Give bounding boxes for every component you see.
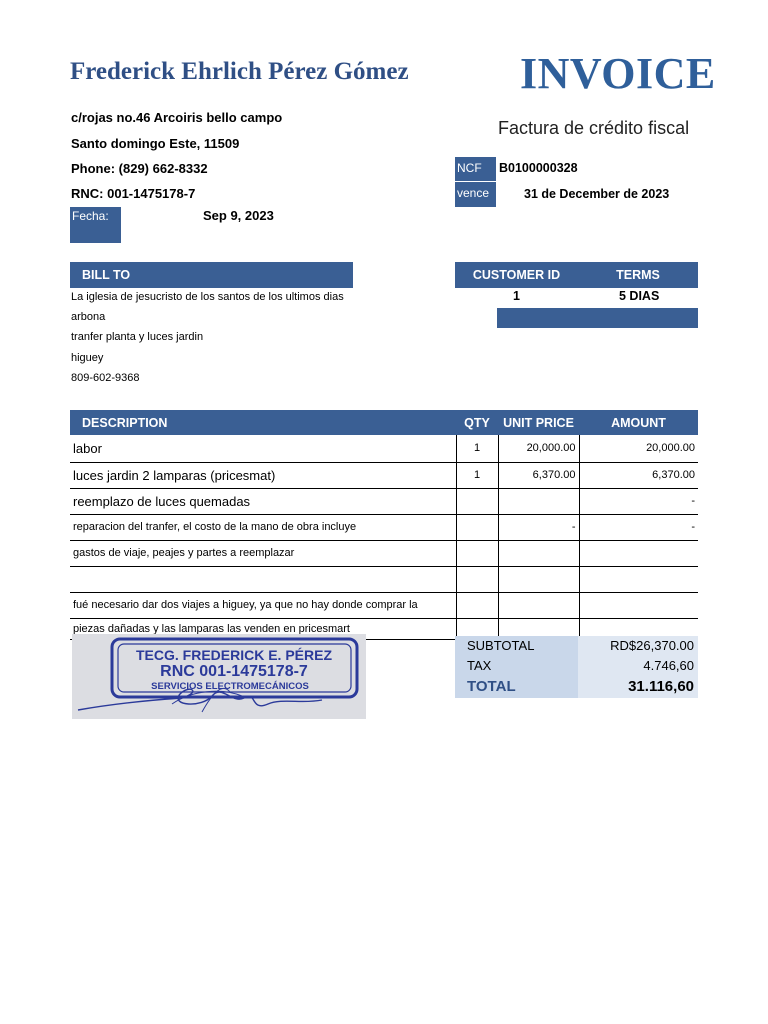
qty-header: QTY — [456, 410, 498, 435]
ncf-value: B0100000328 — [499, 161, 578, 175]
stamp-line-2: RNC 001-1475178-7 — [160, 663, 308, 680]
row-qty: 1 — [456, 462, 498, 488]
row-description: gastos de viaje, peajes y partes a reemplazar — [70, 540, 456, 566]
row-amount — [579, 592, 698, 618]
table-row — [70, 514, 698, 540]
bill-to-line: 809-602-9368 — [71, 372, 140, 384]
company-stamp — [72, 634, 366, 719]
invoice-subtitle: Factura de crédito fiscal — [498, 118, 690, 138]
due-label: vence — [455, 182, 496, 207]
table-row — [70, 488, 698, 514]
table-row — [70, 592, 698, 618]
address-line-2: Santo domingo Este, 11509 — [71, 136, 240, 151]
amount-header: AMOUNT — [579, 410, 698, 435]
row-description: labor — [70, 435, 456, 462]
terms-header: TERMS — [616, 268, 660, 282]
date-label: Fecha: — [70, 207, 121, 243]
stamp-line-3: SERVICIOS ELECTROMECÁNICOS — [151, 681, 309, 692]
row-qty — [456, 488, 498, 514]
row-unit-price — [498, 488, 579, 514]
row-amount: 20,000.00 — [579, 435, 698, 462]
row-description: fué necesario dar dos viajes a higuey, ya que no hay donde comprar la — [70, 592, 456, 618]
customer-id-value: 1 — [513, 289, 520, 303]
phone: Phone: (829) 662-8332 — [71, 161, 208, 176]
invoice-title: INVOICE — [520, 49, 716, 98]
total-value: 31.116,60 — [578, 676, 698, 698]
stamp-line-1: TECG. FREDERICK E. PÉREZ — [135, 647, 333, 663]
row-qty — [456, 540, 498, 566]
table-row — [70, 435, 698, 462]
company-name: Frederick Ehrlich Pérez Gómez — [70, 58, 409, 85]
due-value: 31 de December de 2023 — [524, 187, 670, 201]
row-qty — [456, 566, 498, 592]
row-unit-price: - — [498, 514, 579, 540]
rnc: RNC: 001-1475178-7 — [71, 186, 196, 201]
customer-id-header: CUSTOMER ID — [472, 268, 561, 282]
bill-to-line: higuey — [71, 352, 104, 364]
row-description: reparacion del tranfer, el costo de la mano de obra incluye — [70, 514, 456, 540]
row-unit-price: 20,000.00 — [498, 435, 579, 462]
tax-value: 4.746,60 — [578, 656, 698, 676]
items-table — [70, 410, 698, 640]
ncf-label: NCF — [455, 157, 496, 181]
row-unit-price — [498, 540, 579, 566]
bill-to-line: arbona — [71, 311, 106, 323]
row-amount: 6,370.00 — [579, 462, 698, 488]
row-unit-price — [498, 566, 579, 592]
row-description: reemplazo de luces quemadas — [70, 488, 456, 514]
customer-terms-header — [455, 262, 698, 288]
bill-to-header: BILL TO — [70, 262, 353, 288]
customer-blank-bar — [497, 308, 698, 328]
row-amount: - — [579, 488, 698, 514]
table-row — [70, 540, 698, 566]
subtotal-value: RD$26,370.00 — [578, 636, 698, 656]
unit-price-header: UNIT PRICE — [498, 410, 579, 435]
table-row — [70, 566, 698, 592]
tax-label: TAX — [455, 656, 578, 676]
subtotal-label: SUBTOTAL — [455, 636, 578, 656]
tax-row — [455, 656, 698, 676]
address-line-1: c/rojas no.46 Arcoiris bello campo — [71, 110, 283, 125]
terms-value: 5 DIAS — [619, 289, 660, 303]
total-row — [455, 676, 698, 698]
total-label: TOTAL — [455, 676, 578, 698]
row-description: luces jardin 2 lamparas (pricesmat) — [70, 462, 456, 488]
description-header: DESCRIPTION — [70, 410, 456, 435]
row-unit-price: 6,370.00 — [498, 462, 579, 488]
row-unit-price — [498, 592, 579, 618]
bill-to-line: tranfer planta y luces jardin — [71, 331, 204, 343]
row-qty: 1 — [456, 435, 498, 462]
bill-to-line: La iglesia de jesucristo de los santos de los ultimos dias — [71, 291, 344, 303]
row-description: piezas dañadas y las lamparas las venden en pricesmart — [70, 618, 456, 639]
date-value: Sep 9, 2023 — [203, 208, 274, 223]
row-amount: - — [579, 514, 698, 540]
table-row — [70, 462, 698, 488]
row-description — [70, 566, 456, 592]
row-qty — [456, 514, 498, 540]
items-header-row — [70, 410, 698, 435]
stamp-graphic — [72, 634, 366, 719]
row-amount — [579, 540, 698, 566]
row-qty — [456, 592, 498, 618]
row-amount — [579, 566, 698, 592]
subtotal-row — [455, 636, 698, 656]
